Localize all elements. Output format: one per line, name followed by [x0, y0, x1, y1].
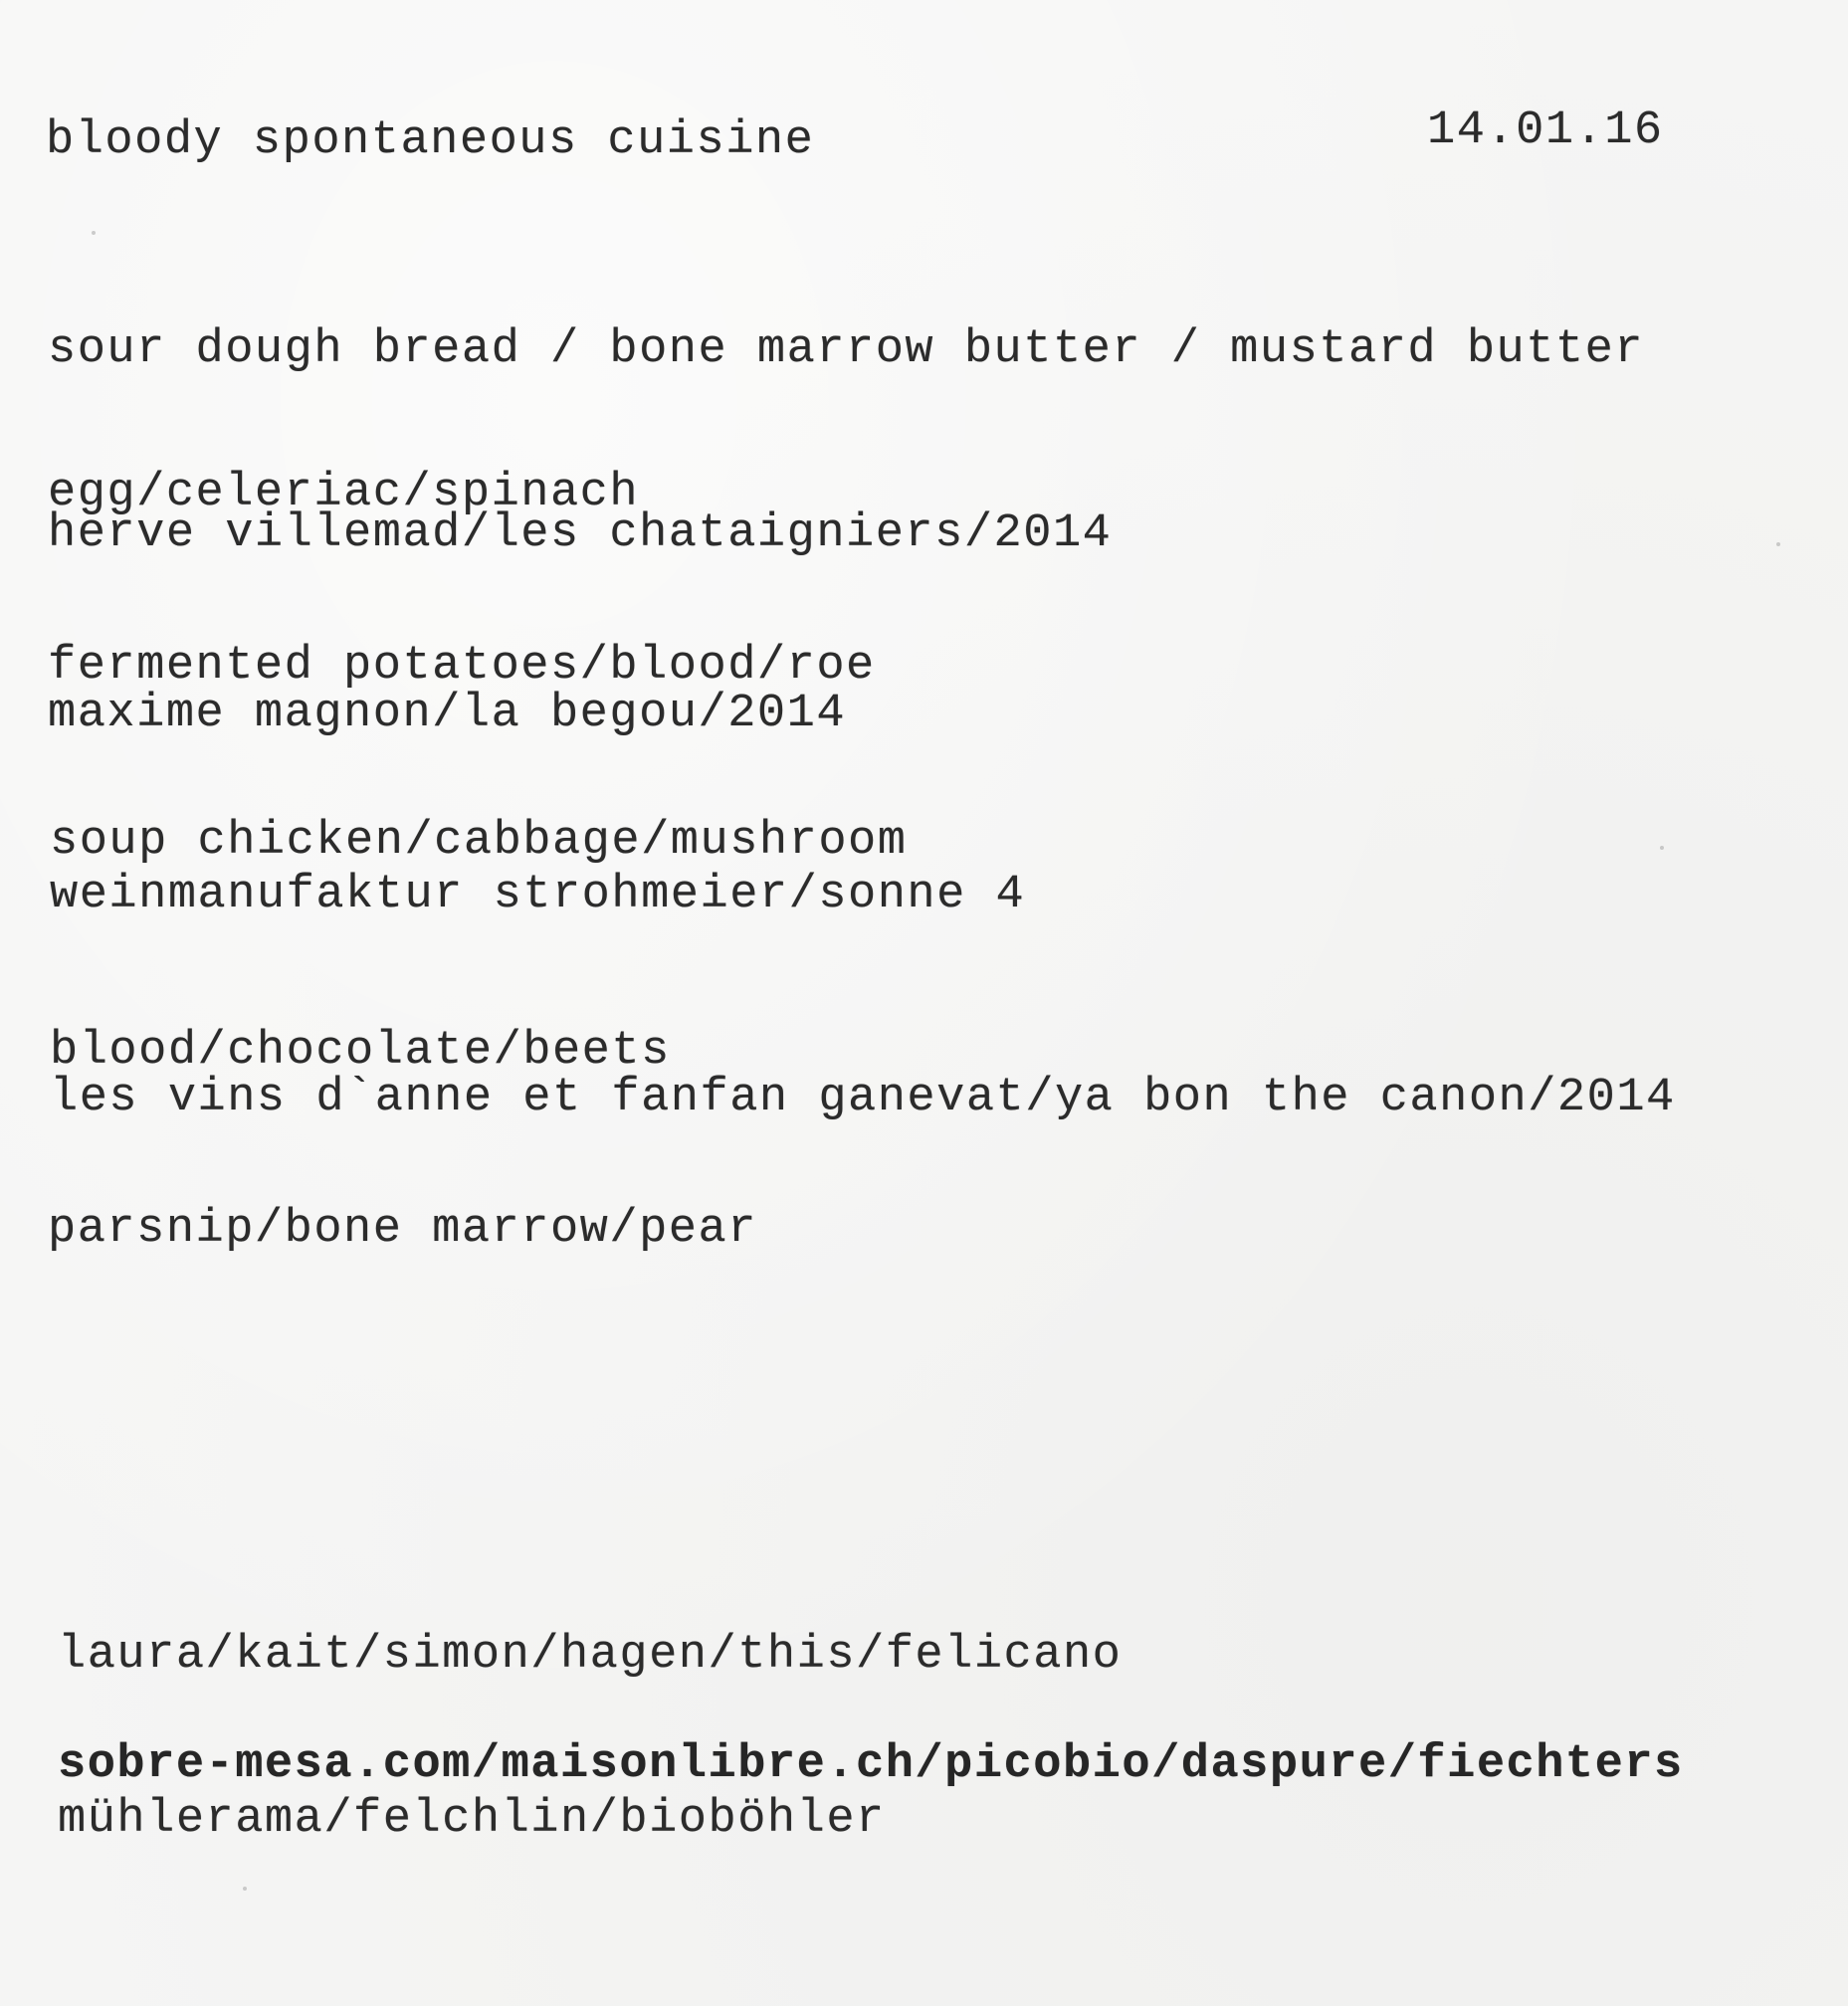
- bread-line: sour dough bread / bone marrow butter / mustard butter: [48, 323, 1645, 376]
- course-2-dish: fermented potatoes/blood/roe: [48, 640, 876, 693]
- paper-speck: [1660, 846, 1664, 850]
- course-4-dish: blood/chocolate/beets: [50, 1025, 671, 1078]
- suppliers-line-1: sobre-mesa.com/maisonlibre.ch/picobio/daspure/fiechters: [58, 1738, 1684, 1791]
- menu-date: 14.01.16: [1427, 104, 1664, 157]
- suppliers-line-2: mühlerama/felchlin/bioböhler: [58, 1793, 886, 1846]
- course-3-dish: soup chicken/cabbage/mushroom: [50, 815, 908, 868]
- course-2-wine: maxime magnon/la begou/2014: [48, 688, 847, 740]
- course-3-wine: weinmanufaktur strohmeier/sonne 4: [50, 869, 1026, 921]
- course-5-dish: parsnip/bone marrow/pear: [48, 1203, 757, 1256]
- course-1-wine: herve villemad/les chataigniers/2014: [48, 507, 1113, 560]
- paper-speck: [92, 231, 96, 235]
- menu-title: bloody spontaneous cuisine: [46, 114, 815, 167]
- team-line: laura/kait/simon/hagen/this/felicano: [58, 1629, 1123, 1682]
- paper-speck: [243, 1887, 247, 1891]
- course-4-wine: les vins d`anne et fanfan ganevat/ya bon the canon/2014: [50, 1072, 1676, 1124]
- paper-speck: [1776, 542, 1780, 546]
- course-1-dish: egg/celeriac/spinach: [48, 467, 640, 519]
